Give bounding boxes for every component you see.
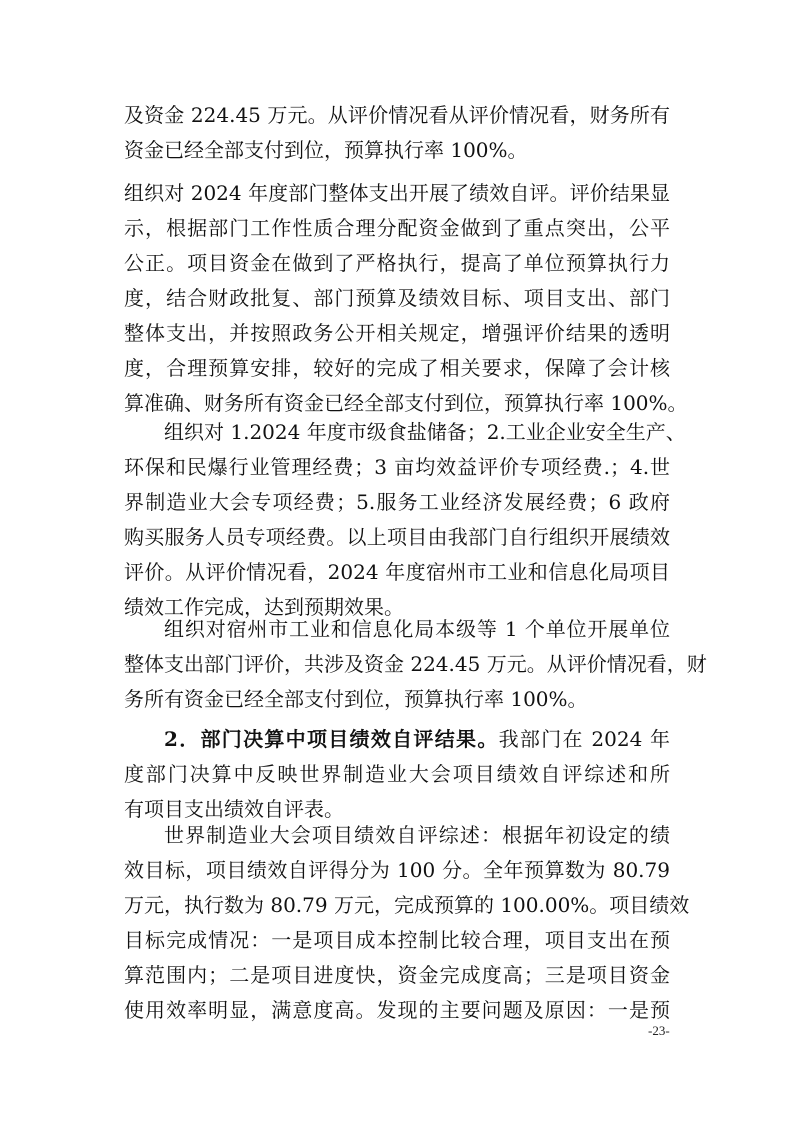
paragraph-6-line-5: 算范围内；二是项目进度快，资金完成度高；三是项目资金 (124, 963, 670, 987)
paragraph-4-line-2: 整体支出部门评价，共涉及资金 224.45 万元。从评价情况看，财 (124, 652, 707, 676)
paragraph-2-line-2: 示，根据部门工作性质合理分配资金做到了重点突出，公平 (124, 216, 670, 240)
paragraph-3-line-5: 评价。从评价情况看，2024 年度宿州市工业和信息化局项目 (124, 560, 670, 584)
paragraph-2-line-4: 度，结合财政批复、部门预算及绩效目标、项目支出、部门 (124, 286, 670, 310)
paragraph-2-line-5: 整体支出，并按照政务公开相关规定，增强评价结果的透明 (124, 321, 670, 345)
section-heading: 2．部门决算中项目绩效自评结果。 (164, 727, 499, 751)
paragraph-3-line-3: 界制造业大会专项经费；5.服务工业经济发展经费；6 政府 (124, 490, 670, 514)
paragraph-2-line-6: 度，合理预算安排，较好的完成了相关要求，保障了会计核 (124, 356, 670, 380)
paragraph-6-line-4: 目标完成情况：一是项目成本控制比较合理，项目支出在预 (124, 928, 670, 952)
paragraph-3-line-1: 组织对 1.2024 年度市级食盐储备；2.工业企业安全生产、 (164, 420, 686, 444)
paragraph-6-line-6: 使用效率明显，满意度高。发现的主要问题及原因：一是预 (124, 998, 670, 1022)
paragraph-2-line-3: 公正。项目资金在做到了严格执行，提高了单位预算执行力 (124, 251, 670, 275)
paragraph-1-line-1: 及资金 224.45 万元。从评价情况看从评价情况看，财务所有 (124, 103, 670, 127)
paragraph-6-line-1: 世界制造业大会项目绩效自评综述：根据年初设定的绩 (164, 823, 670, 847)
page-number: -23- (648, 1023, 670, 1038)
section-heading-continuation: 我部门在 2024 年 (498, 727, 670, 751)
paragraph-2-line-7: 算准确、财务所有资金已经全部支付到位，预算执行率 100%。 (124, 391, 688, 415)
paragraph-3-line-2: 环保和民爆行业管理经费；3 亩均效益评价专项经费.；4.世 (124, 455, 670, 479)
paragraph-1-line-2: 资金已经全部支付到位，预算执行率 100%。 (124, 138, 528, 162)
paragraph-5-line-3: 有项目支出绩效自评表。 (124, 797, 344, 821)
paragraph-6-line-2: 效目标，项目绩效自评得分为 100 分。全年预算数为 80.79 (124, 858, 670, 882)
paragraph-4-line-1: 组织对宿州市工业和信息化局本级等 1 个单位开展单位 (164, 617, 670, 641)
paragraph-2-line-1: 组织对 2024 年度部门整体支出开展了绩效自评。评价结果显 (124, 181, 670, 205)
paragraph-5-line-2: 度部门决算中反映世界制造业大会项目绩效自评综述和所 (124, 762, 670, 786)
paragraph-3-line-4: 购买服务人员专项经费。以上项目由我部门自行组织开展绩效 (124, 525, 670, 549)
paragraph-4-line-3: 务所有资金已经全部支付到位，预算执行率 100%。 (124, 687, 588, 711)
paragraph-3-line-6: 绩效工作完成，达到预期效果。 (124, 595, 404, 619)
paragraph-6-line-3: 万元，执行数为 80.79 万元，完成预算的 100.00%。项目绩效 (124, 893, 690, 917)
paragraph-5-line-1 (164, 727, 670, 753)
